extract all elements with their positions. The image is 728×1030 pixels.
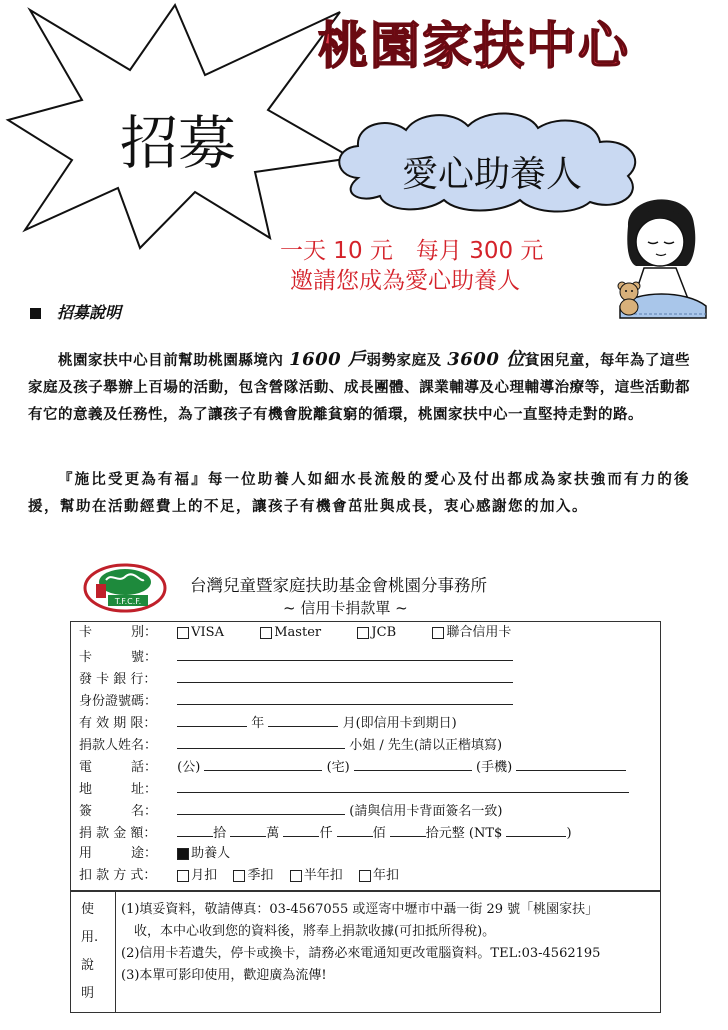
visa-checkbox[interactable] — [177, 627, 189, 639]
card-number-field[interactable] — [177, 646, 513, 661]
phone-office-field[interactable] — [204, 756, 322, 771]
id-number-row: 身份證號碼： — [79, 690, 513, 710]
teddy-bear-illustration — [614, 280, 644, 316]
section-heading: 招募說明 — [30, 300, 121, 323]
yearly-checkbox[interactable] — [359, 870, 371, 882]
donor-name-field[interactable] — [177, 734, 345, 749]
signature-field[interactable] — [177, 800, 345, 815]
union-card-checkbox[interactable] — [432, 627, 444, 639]
card-number-row: 卡 號： — [79, 646, 513, 666]
note-line-4: (3)本單可影印使用，歡迎廣為流傳! — [121, 968, 327, 983]
phone-home-field[interactable] — [354, 756, 472, 771]
signature-row: 簽 名： (請與信用卡背面簽名一致) — [79, 800, 502, 820]
jcb-checkbox[interactable] — [357, 627, 369, 639]
amount-thousand-field[interactable] — [283, 822, 319, 837]
note-line-1: (1)填妥資料，敬請傳真：03-4567055 或逕寄中壢市中聶一街 29 號「桃園家扶」 — [121, 902, 599, 917]
expiry-row: 有 效 期 限： 年 月(即信用卡到期日) — [79, 712, 457, 732]
quarterly-checkbox[interactable] — [233, 870, 245, 882]
sponsor-checkbox-checked[interactable] — [177, 848, 189, 860]
thanks-paragraph: 『施比受更為有福』每一位助養人如細水長流般的愛心及付出都成為家扶強而有力的後援，幫助在活動經費上的不足，讓孩子有機會茁壯與成長，衷心感謝您的加入。 — [28, 471, 690, 515]
amount-hundred-thousand-field[interactable] — [177, 822, 213, 837]
purpose-row: 用 途： 助養人 — [79, 846, 231, 861]
cloud-heading: 愛心助養人 — [402, 154, 583, 195]
note-line-3: (2)信用卡若遺失，停卡或換卡，請務必來電通知更改電腦資料。TEL:03-4562195 — [121, 946, 601, 961]
bullet-square-icon — [30, 308, 41, 319]
form-subtitle: ~ 信用卡捐款單 ~ — [283, 599, 408, 617]
notes-side-label: 使 用. 說 明 — [71, 892, 116, 1012]
slogan-price: 一天 10 元 每月 300 元 — [280, 238, 544, 264]
card-type-row: 卡 別： VISA Master JCB 聯合信用卡 — [79, 625, 512, 640]
amount-ten-field[interactable] — [390, 822, 426, 837]
address-row: 地 址： — [79, 778, 629, 798]
amount-ntd-field[interactable] — [506, 822, 566, 837]
donor-name-row: 捐款人姓名： 小姐 / 先生(請以正楷填寫) — [79, 734, 502, 754]
usage-notes — [70, 891, 661, 1013]
tfcf-logo — [82, 562, 168, 614]
amount-row: 捐 款 金 額： 拾 萬 仟 佰 拾元整 (NT$ ) — [79, 822, 572, 842]
expiry-year-field[interactable] — [177, 712, 247, 727]
monthly-checkbox[interactable] — [177, 870, 189, 882]
issuing-bank-row: 發 卡 銀 行： — [79, 668, 513, 688]
amount-ten-thousand-field[interactable] — [230, 822, 266, 837]
organization-name: 台灣兒童暨家庭扶助基金會桃園分事務所 — [190, 576, 487, 595]
amount-hundred-field[interactable] — [337, 822, 373, 837]
recruit-heading: 招募 — [120, 109, 237, 177]
address-field[interactable] — [177, 778, 629, 793]
phone-row: 電 話： (公) (宅) (手機) — [79, 756, 626, 776]
expiry-month-field[interactable] — [268, 712, 338, 727]
issuing-bank-field[interactable] — [177, 668, 513, 683]
phone-mobile-field[interactable] — [516, 756, 626, 771]
slogan-invite: 邀請您成為愛心助養人 — [290, 268, 520, 294]
master-checkbox[interactable] — [260, 627, 272, 639]
half-year-checkbox[interactable] — [290, 870, 302, 882]
logo-text: T.F.C.F. — [114, 597, 142, 606]
deduction-row: 扣 款 方 式： 月扣 季扣 半年扣 年扣 — [79, 868, 400, 883]
note-line-2: 收，本中心收到您的資料後，將奉上捐款收據(可扣抵所得稅)。 — [121, 924, 496, 939]
id-number-field[interactable] — [177, 690, 513, 705]
page-title: 桃園家扶中心 — [318, 17, 630, 75]
intro-paragraph: 桃園家扶中心目前幫助桃園縣境內 1600 戶弱勢家庭及 3600 位貧困兒童，每年為了這些家庭及孩子舉辦上百場的活動，包含營隊活動、成長團體、課業輔導及心理輔導治療等，這些活動都有它的意義及任務性，為了讓孩子有機會脫離貧窮的循環，桃園家扶中心一直堅持走對的路。 — [28, 349, 690, 423]
